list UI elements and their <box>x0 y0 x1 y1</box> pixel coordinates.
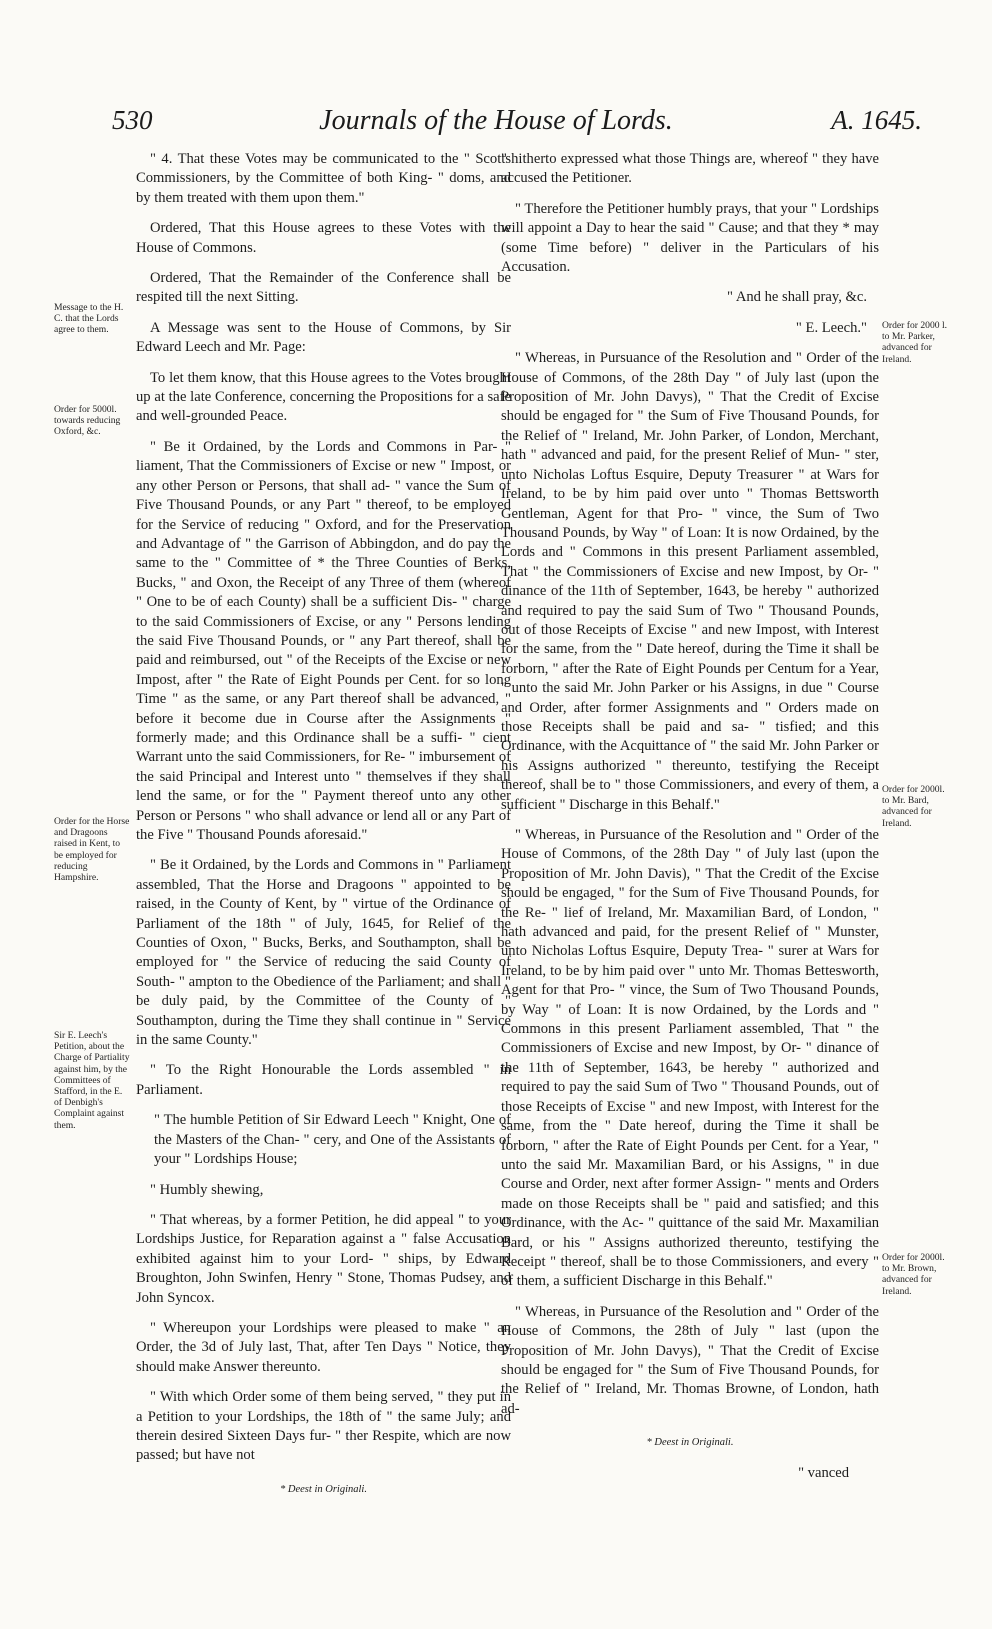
paragraph: " With which Order some of them being served, " they put in a Petition to your Lordships, the 18th of " the same July; and therein desired Sixteen Days fur- " ther Respite, which are now passed; but have not <box>136 1389 511 1464</box>
paragraph: " 4. That these Votes may be communicated to the " Scotts Commissioners, by the Committee of both King- " doms, and by them treated with them upon them." <box>136 151 511 206</box>
footnote: * Deest in Originali. <box>280 1483 367 1495</box>
paragraph: " Be it Ordained, by the Lords and Commons in Par- " liament, That the Commissioners of Excise or new " Impost, or any other Person or Persons, that shall ad- " vance the Sum of Five Thousand Pounds, or any Part " thereof, to be employed for the Service of reducing " Oxford, and for the Preservation and Advantage of " the Garrison of Abbingdon, and do pay the same to the " Committee of * the Three Counties of Berks, Bucks, " and Oxon, the Receipt of any Three of them (whereof " One to be of each County) shall be a sufficient Dis- " charge to the said Commissioners of Excise, or any " Persons lending the said Five Thousand Pounds, or " any Part thereof, shall be paid and reimbursed, out " of the Receipts of the Excise or new Impost, after " the Rate of Eight Pounds per Cent. for so long Time " as the same, or any Part thereof shall be advanced, " before it become due in Course after the Assignments " formerly made; and this Ordinance shall be a suffi- " cient Warrant unto the said Commissioners, for Re- " imbursement of the said Principal and Interest unto " themselves if they shall lend the same, or for the " Payment thereof unto any other Person or Persons " who shall advance or lend all or any Part of the Five " Thousand Pounds aforesaid." <box>136 438 511 843</box>
paragraph: " Whereas, in Pursuance of the Resolution and " Order of the House of Commons, the 28th of July " last (upon the Proposition of Mr. John Davys), " That the Credit of Excise should be engaged for " the Sum of Five Thousand Pounds, for the Relief of " Ireland, Mr. Thomas Browne, of London, hath ad- <box>501 1303 879 1417</box>
paragraph: " Whereupon your Lordships were pleased to make " an Order, the 3d of July last, That, after Ten Days " Notice, they should make Answer thereunto. <box>136 1319 511 1375</box>
signature: " E. Leech." <box>795 319 867 336</box>
paragraph: " Therefore the Petitioner humbly prays, that your " Lordships will appoint a Day to hear the said " Cause; and that they * may (some Time before) " deliver in the Particulars of his Accusation. <box>501 200 879 276</box>
footnote: * Deest in Originali. <box>646 1437 734 1449</box>
paragraph: " Whereas, in Pursuance of the Resolution and " Order of the House of Commons, of the 28th Day " of July last (upon the Proposition of Mr. John Davis), " That the Credit of the Excise should be engaged, " for the Sum of Five Thousand Pounds, for the Re- " lief of Ireland, Mr. Maxamilian Bard, of London, " hath advanced and paid, for the present Relief of " Munster, unto Nicholas Loftus Esquire, Deputy Trea- " surer at Wars for Ireland, to be by him paid over " unto Mr. Thomas Bettesworth, Agent for that Pro- " vince, the Sum of Two Thousand Pounds, by Way " of Loan: It is now Ordained, by the Lords and " Commons in this present Parliament assembled, That " the Commissioners of Excise and new Impost, by Or- " dinance of the 11th of September, 1643, be hereby " authorized and required to pay the said Sum of Two " Thousand Pounds, out of those Receipts of Excise " and new Impost, with Interest for the same, from the " Date hereof, during the Time it shall be forborn, " after the Rate of Eight Pounds per Cent. for a Year, " unto the said Mr. Maxamilian Bard, or his Assigns, " in due Course and Order, next after former Assign- " ments and Orders made on those Receipts shall be " paid and satisfied; and this Ordinance, with the Ac- " quittance of the said Mr. Maxamilian Bard, or his " Assigns authorized thereunto, testifying the Receipt " thereof, shall be to those Commissioners, and every " of them, a sufficient Discharge in this Behalf." <box>501 827 879 1290</box>
paragraph: " Whereas, in Pursuance of the Resolution and " Order of the House of Commons, of the 28th Day " of July last (upon the Proposition of Mr. John Davys), " That the Credit of Excise should be engaged for " the Sum of Five Thousand Pounds, for the Relief of " Ireland, Mr. John Parker, of London, Merchant, hath " advanced and paid, for the present Relief of Mun- " ster, unto Nicholas Loftus Esquire, Deputy Treasurer " at Wars for Ireland, to be by him paid over unto " Thomas Bettsworth Gentleman, Agent for that Pro- " vince, the Sum of Two Thousand Pounds, by Way " of Loan: It is now Ordained, by the Lords and " Commons in this present Parliament assembled, That " the Commissioners of Excise and new Impost, by Or- " dinance of the 11th of September, 1643, be hereby " authorized and required to pay the said Sum of Two " Thousand Pounds, out of those Receipts of Excise " and new Impost, with Interest for the same, from the " Date hereof, during the Time it shall be forborn, " after the Rate of Eight Pounds per Centum for a Year, " unto the said Mr. John Parker or his Assigns, in due " Course and Order, after former Assignments and " Orders made on those Receipts shall be paid and sa- " tisfied; and this Ordinance, with the Acquittance of " the said Mr. John Parker or his Assigns authorized " thereunto, testifying the Receipt thereof, shall be to " those Commissioners, and every of them, a sufficient " Discharge in this Behalf." <box>501 350 879 813</box>
paragraph: Ordered, That the Remainder of the Conference shall be respited till the next Sitting. <box>136 270 511 306</box>
catchword: " vanced <box>798 1464 849 1481</box>
running-title: Journals of the House of Lords. <box>319 105 673 136</box>
paragraph: " Be it Ordained, by the Lords and Commons in " Parliament assembled, That the Horse and Dragoons " appointed to be raised, in the County of Kent, by " virtue of the Ordinance of Parliament of the 18th " of July, 1645, for Relief of the Counties of Oxon, " Bucks, Berks, and Southampton, shall be employed for " the Service of reducing the said County of South- " ampton to the Obedience of the Parliament; and shall " be duly paid, by the Committee of the County of " Southampton, during the Time they shall continue in " Service in the same County." <box>136 857 511 1049</box>
margin-note-brown: Order for 2000l. to Mr. Brown, advanced for Ireland. <box>882 1252 945 1297</box>
page-number: 530 <box>112 105 153 135</box>
margin-note-oxford: Order for 5000l. towards reducing Oxford, &c. <box>54 404 121 438</box>
closing-line: " And he shall pray, &c. <box>727 289 867 306</box>
margin-note-bard: Order for 2000l. to Mr. Bard, advanced for Ireland. <box>882 784 945 829</box>
right-column <box>501 150 879 1494</box>
page-header <box>0 105 992 145</box>
paragraph: To let them know, that this House agrees to the Votes brought up at the late Conference, concerning the Propositions for a safe and well-grounded Peace. <box>136 369 511 425</box>
paragraph: Ordered, That this House agrees to these Votes with the House of Commons. <box>136 220 511 256</box>
year-label: A. 1645. <box>831 105 922 135</box>
paragraph: " hitherto expressed what those Things are, whereof " they have accused the Petitioner. <box>501 151 879 187</box>
margin-note-parker: Order for 2000 l. to Mr. Parker, advanced for Ireland. <box>882 320 948 365</box>
margin-note-message: Message to the H. C. that the Lords agree to them. <box>54 302 124 336</box>
paragraph: " That whereas, by a former Petition, he did appeal " to your Lordships Justice, for Reparation against a " false Accusation exhibited against him to your Lord- " ships, by Edward Broughton, John Swinfen, Henry " Stone, Thomas Pudsey, and John Syncox. <box>136 1211 511 1306</box>
margin-note-kent: Order for the Horse and Dragoons raised in Kent, to be employed for reducing Hampshire. <box>54 816 130 884</box>
paragraph: " The humble Petition of Sir Edward Leech " Knight, One of the Masters of the Chan- " cery, and One of the Assistants of your " Lordships House; <box>154 1112 511 1168</box>
paragraph: " To the Right Honourable the Lords assembled " in Parliament. <box>136 1062 511 1098</box>
paragraph: " Humbly shewing, <box>150 1181 264 1198</box>
left-column <box>136 150 511 1510</box>
margin-note-leech-petition: Sir E. Leech's Petition, about the Charge of Partiality against him, by the Committees of Stafford, in the E. of Denbigh's Complaint against them. <box>54 1030 130 1131</box>
paragraph: A Message was sent to the House of Commons, by Sir Edward Leech and Mr. Page: <box>136 319 511 356</box>
